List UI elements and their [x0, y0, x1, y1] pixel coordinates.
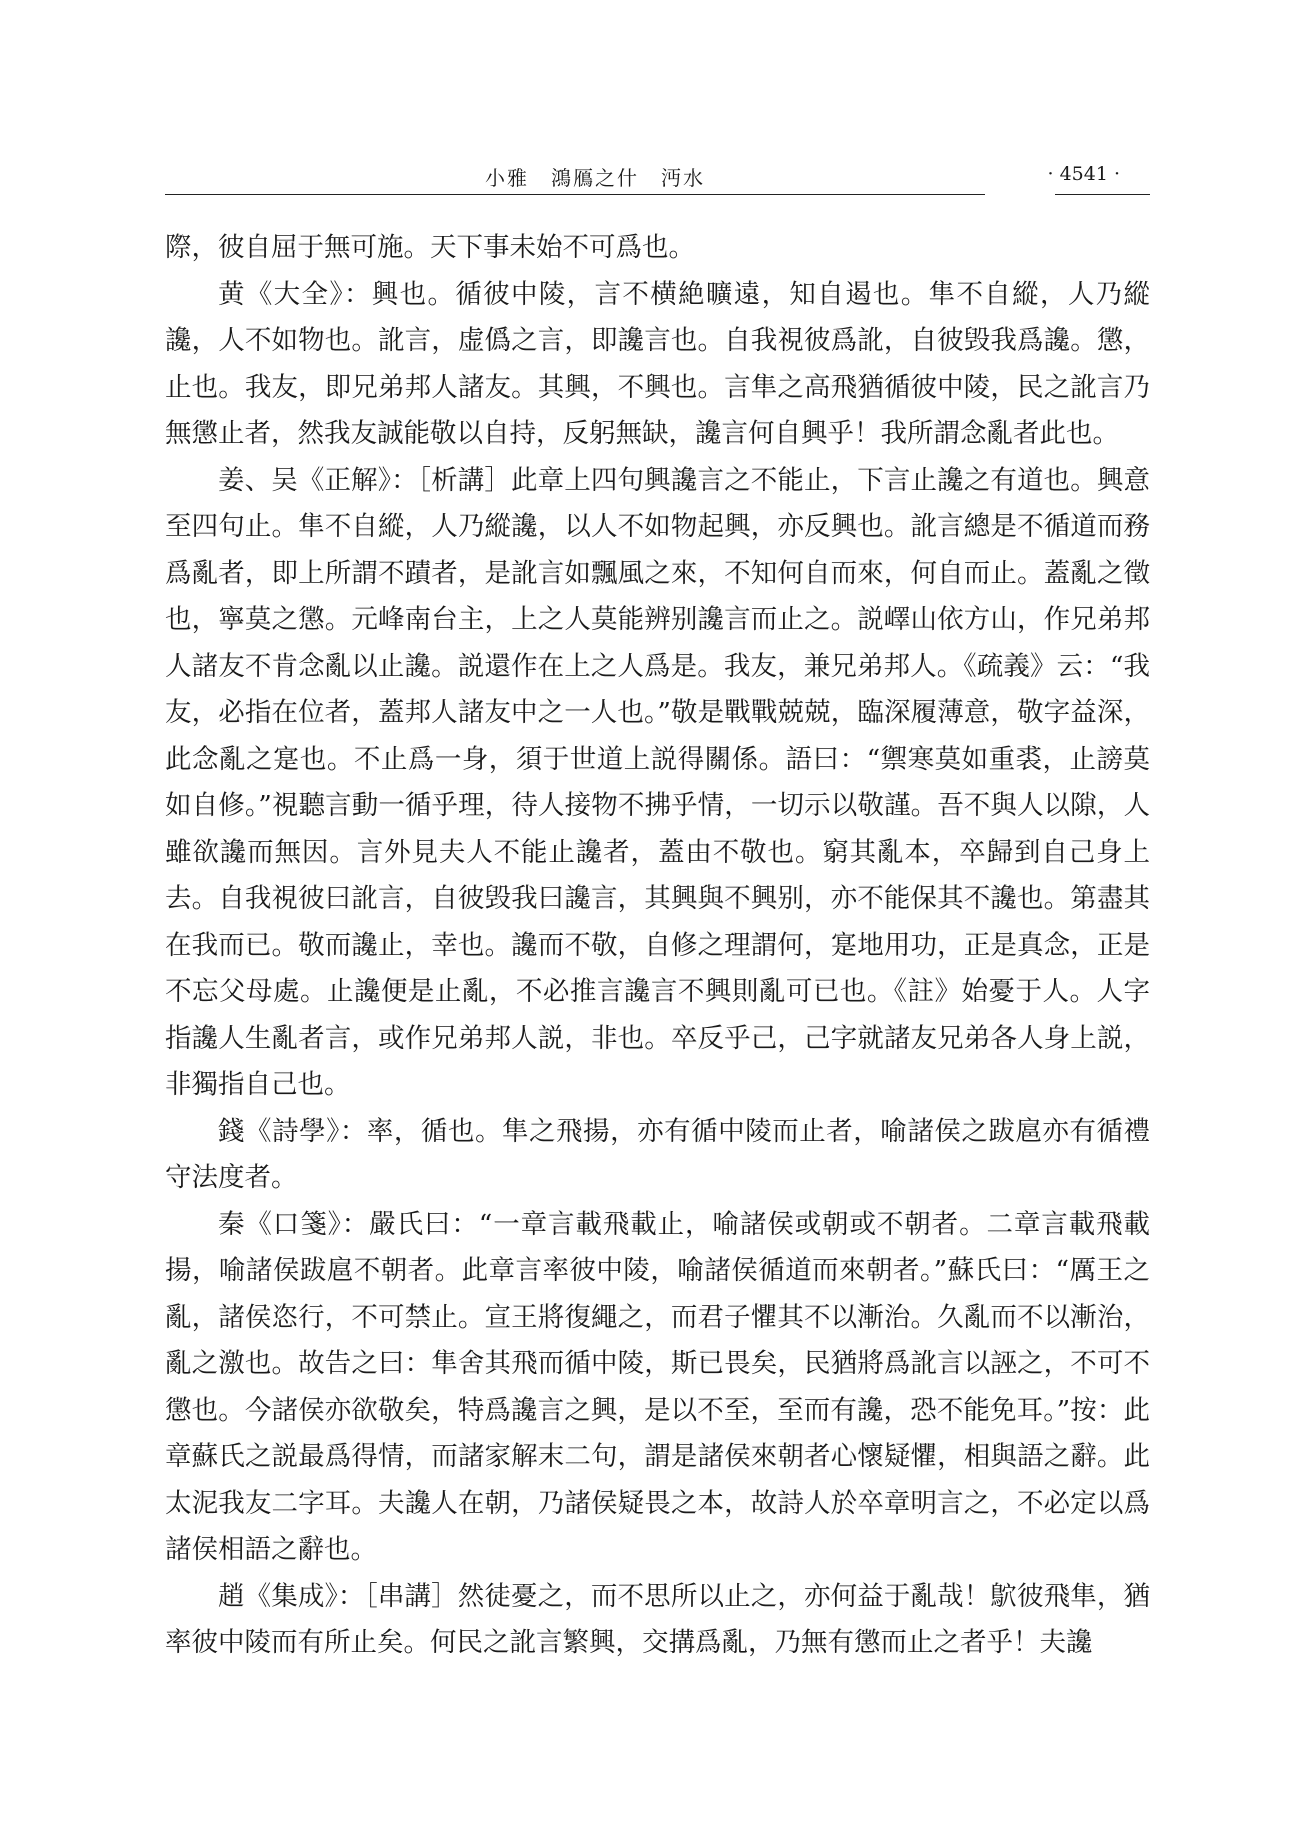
running-header: [165, 158, 1150, 198]
paragraph-qian-shixue: 錢《詩學》：率，循也。隼之飛揚，亦有循中陵而止者，喻諸侯之跋扈亦有循禮守法度者。: [165, 1115, 1150, 1193]
header-rule-right: [1055, 194, 1150, 195]
paragraph-continuation: 際，彼自屈于無可施。天下事未始不可爲也。: [165, 232, 695, 263]
header-rule: [165, 194, 985, 195]
paragraph-zhao-jicheng: 趙《集成》：［串講］然徒憂之，而不思所以止之，亦何益于亂哉！鴥彼飛隼，猶率彼中陵而有所止矣。何民之訛言繁興，交搆爲亂，乃無有懲而止之者乎！夫讒: [165, 1580, 1150, 1658]
page-body: [165, 225, 1150, 1667]
paragraph-huang-daquan: 黄《大全》：興也。循彼中陵，言不横絶曠遠，知自遏也。隼不自縱，人乃縱讒，人不如物也。訛言，虚僞之言，即讒言也。自我視彼爲訛，自彼毁我爲讒。懲，止也。我友，即兄弟邦人諸友。其興，不興也。言隼之高飛猶循彼中陵，民之訛言乃無懲止者，然我友誠能敬以自持，反躬無缺，讒言何自興乎！我所謂念亂者此也。: [165, 278, 1150, 449]
header-title: 小雅 鴻鴈之什 沔水: [485, 166, 705, 190]
paragraph-jiang-wu-zhengjie: 姜、吴《正解》：［析講］此章上四句興讒言之不能止，下言止讒之有道也。興意至四句止。隼不自縱，人乃縱讒，以人不如物起興，亦反興也。訛言總是不循道而務爲亂者，即上所謂不蹟者，是訛言如飄風之來，不知何自而來，何自而止。蓋亂之徵也，寧莫之懲。元峰南台主，上之人莫能辨别讒言而止之。説嶧山依方山，作兄弟邦人諸友不肯念亂以止讒。説還作在上之人爲是。我友，兼兄弟邦人。《疏義》云：“我友，必指在位者，蓋邦人諸友中之一人也。”敬是戰戰兢兢，臨深履薄意，敬字益深，此念亂之寔也。不止爲一身，須于世道上説得關係。語曰：“禦寒莫如重裘，止謗莫如自修。”視聽言動一循乎理，待人接物不拂乎情，一切示以敬謹。吾不與人以隙，人雖欲讒而無因。言外見夫人不能止讒者，蓋由不敬也。窮其亂本，卒歸到自己身上去。自我視彼曰訛言，自彼毁我曰讒言，其興與不興别，亦不能保其不讒也。第盡其在我而已。敬而讒止，幸也。讒而不敬，自修之理謂何，寔地用功，正是真念，正是不忘父母處。止讒便是止亂，不必推言讒言不興則亂可已也。《註》始憂于人。人字指讒人生亂者言，或作兄弟邦人説，非也。卒反乎己，己字就諸友兄弟各人身上説，非獨指自己也。: [165, 464, 1150, 1100]
page-number: · 4541 ·: [1047, 163, 1120, 185]
paragraph-qin-koujian: 秦《口箋》：嚴氏曰：“一章言載飛載止，喻諸侯或朝或不朝者。二章言載飛載揚，喻諸侯跋扈不朝者。此章言率彼中陵，喻諸侯循道而來朝者。”蘇氏曰：“厲王之亂，諸侯恣行，不可禁止。宣王將復繩之，而君子懼其不以漸治。久亂而不以漸治，亂之激也。故告之曰：隼舍其飛而循中陵，斯已畏矣，民猶將爲訛言以誣之，不可不懲也。今諸侯亦欲敬矣，特爲讒言之興，是以不至，至而有讒，恐不能免耳。”按：此章蘇氏之説最爲得情，而諸家解末二句，謂是諸侯來朝者心懷疑懼，相與語之辭。此太泥我友二字耳。夫讒人在朝，乃諸侯疑畏之本，故詩人於卒章明言之，不必定以爲諸侯相語之辭也。: [165, 1208, 1150, 1565]
